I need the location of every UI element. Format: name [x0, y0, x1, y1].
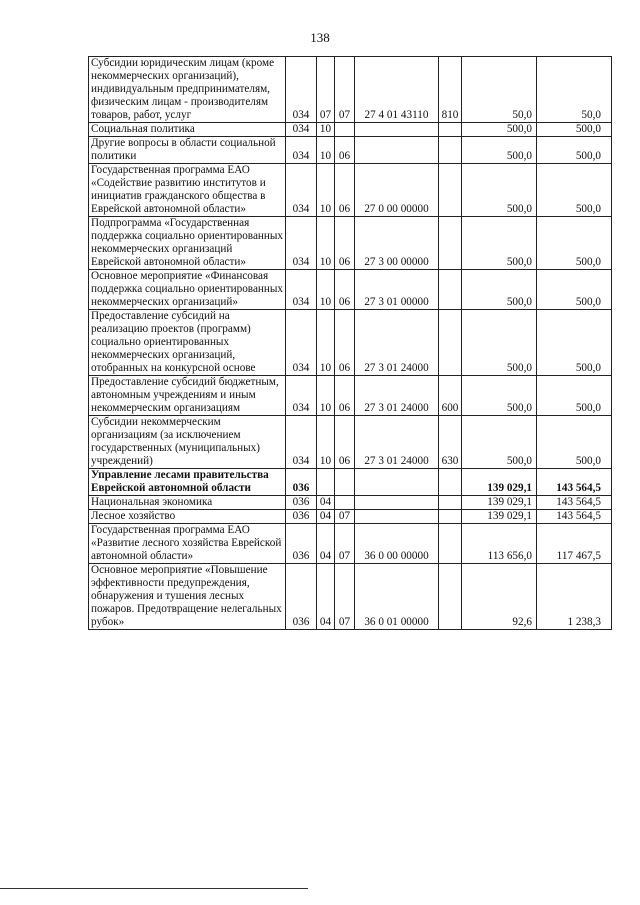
cell-section-code: 10	[317, 416, 335, 469]
cell-subsection-code: 06	[335, 310, 355, 376]
cell-section-code: 04	[317, 564, 335, 630]
cell-target-article: 27 3 01 00000	[355, 270, 439, 310]
cell-subsection-code: 06	[335, 270, 355, 310]
cell-name: Лесное хозяйство	[89, 510, 286, 524]
cell-amount-year-1: 92,6	[462, 564, 537, 630]
cell-amount-year-2: 143 564,5	[537, 496, 612, 510]
cell-name: Субсидии юридическим лицам (кроме некоммерческих организаций), индивидуальным предпринимателям, физическим лицам - производителям товаров, работ, услуг	[89, 57, 286, 123]
cell-section-code: 04	[317, 524, 335, 564]
cell-ministry-code: 036	[286, 524, 317, 564]
cell-amount-year-1: 500,0	[462, 310, 537, 376]
cell-amount-year-2: 143 564,5	[537, 510, 612, 524]
cell-amount-year-2: 500,0	[537, 376, 612, 416]
cell-expense-type	[439, 524, 462, 564]
cell-amount-year-2: 500,0	[537, 310, 612, 376]
cell-amount-year-2: 500,0	[537, 270, 612, 310]
cell-amount-year-1: 500,0	[462, 416, 537, 469]
cell-subsection-code: 07	[335, 524, 355, 564]
cell-name: Социальная политика	[89, 123, 286, 137]
cell-ministry-code: 034	[286, 164, 317, 217]
cell-ministry-code: 036	[286, 496, 317, 510]
cell-amount-year-2: 1 238,3	[537, 564, 612, 630]
cell-amount-year-1: 50,0	[462, 57, 537, 123]
table-row	[89, 496, 612, 510]
cell-section-code: 10	[317, 164, 335, 217]
cell-section-code: 04	[317, 496, 335, 510]
cell-section-code: 10	[317, 310, 335, 376]
table-row	[89, 164, 612, 217]
table-row	[89, 469, 612, 496]
cell-ministry-code: 034	[286, 217, 317, 270]
table-body	[89, 57, 612, 630]
cell-expense-type	[439, 270, 462, 310]
cell-subsection-code	[335, 469, 355, 496]
cell-amount-year-2: 500,0	[537, 137, 612, 164]
table-row	[89, 57, 612, 123]
cell-section-code: 04	[317, 510, 335, 524]
cell-expense-type	[439, 496, 462, 510]
cell-ministry-code: 034	[286, 376, 317, 416]
footnote-divider	[0, 888, 308, 889]
cell-ministry-code: 034	[286, 123, 317, 137]
cell-target-article: 27 3 00 00000	[355, 217, 439, 270]
cell-ministry-code: 036	[286, 510, 317, 524]
cell-section-code: 10	[317, 137, 335, 164]
cell-ministry-code: 034	[286, 137, 317, 164]
cell-name: Национальная экономика	[89, 496, 286, 510]
cell-subsection-code: 06	[335, 164, 355, 217]
cell-expense-type	[439, 564, 462, 630]
cell-name: Другие вопросы в области социальной политики	[89, 137, 286, 164]
table-row	[89, 270, 612, 310]
cell-expense-type	[439, 123, 462, 137]
cell-expense-type	[439, 469, 462, 496]
cell-amount-year-1: 500,0	[462, 376, 537, 416]
cell-subsection-code: 06	[335, 416, 355, 469]
cell-target-article: 27 3 01 24000	[355, 376, 439, 416]
cell-ministry-code: 036	[286, 564, 317, 630]
cell-expense-type: 810	[439, 57, 462, 123]
cell-subsection-code	[335, 123, 355, 137]
cell-target-article	[355, 137, 439, 164]
cell-amount-year-2: 117 467,5	[537, 524, 612, 564]
cell-expense-type	[439, 310, 462, 376]
cell-amount-year-1: 113 656,0	[462, 524, 537, 564]
cell-ministry-code: 036	[286, 469, 317, 496]
table-row	[89, 123, 612, 137]
cell-expense-type	[439, 164, 462, 217]
cell-amount-year-2: 143 564,5	[537, 469, 612, 496]
cell-target-article: 36 0 00 00000	[355, 524, 439, 564]
table-row	[89, 137, 612, 164]
cell-target-article	[355, 510, 439, 524]
table-row	[89, 376, 612, 416]
cell-subsection-code	[335, 496, 355, 510]
cell-expense-type: 600	[439, 376, 462, 416]
cell-target-article: 27 3 01 24000	[355, 416, 439, 469]
cell-subsection-code: 07	[335, 510, 355, 524]
cell-amount-year-1: 500,0	[462, 137, 537, 164]
cell-amount-year-1: 500,0	[462, 217, 537, 270]
cell-expense-type	[439, 510, 462, 524]
cell-subsection-code: 07	[335, 564, 355, 630]
table-row	[89, 217, 612, 270]
cell-amount-year-2: 500,0	[537, 217, 612, 270]
cell-name: Управление лесами правительства Еврейской автономной области	[89, 469, 286, 496]
cell-subsection-code: 06	[335, 217, 355, 270]
cell-amount-year-1: 500,0	[462, 270, 537, 310]
cell-target-article	[355, 469, 439, 496]
cell-amount-year-2: 500,0	[537, 123, 612, 137]
table-row	[89, 564, 612, 630]
cell-name: Предоставление субсидий на реализацию проектов (программ) социально ориентированных некоммерческих организаций, отобранных на конкурсной основе	[89, 310, 286, 376]
budget-table	[88, 56, 612, 630]
table-row	[89, 416, 612, 469]
cell-subsection-code: 06	[335, 376, 355, 416]
cell-section-code: 10	[317, 270, 335, 310]
cell-target-article: 27 3 01 24000	[355, 310, 439, 376]
cell-expense-type	[439, 137, 462, 164]
cell-section-code	[317, 469, 335, 496]
cell-target-article	[355, 496, 439, 510]
cell-amount-year-1: 139 029,1	[462, 496, 537, 510]
cell-target-article: 27 0 00 00000	[355, 164, 439, 217]
cell-ministry-code: 034	[286, 310, 317, 376]
cell-name: Субсидии некоммерческим организациям (за исключением государственных (муниципальных) учреждений)	[89, 416, 286, 469]
cell-amount-year-1: 500,0	[462, 164, 537, 217]
cell-ministry-code: 034	[286, 270, 317, 310]
cell-name: Государственная программа ЕАО «Развитие лесного хозяйства Еврейской автономной области»	[89, 524, 286, 564]
cell-name: Подпрограмма «Государственная поддержка социально ориентированных некоммерческих организаций Еврейской автономной области»	[89, 217, 286, 270]
page-number: 138	[310, 30, 330, 45]
cell-amount-year-2: 500,0	[537, 164, 612, 217]
cell-section-code: 07	[317, 57, 335, 123]
cell-subsection-code: 07	[335, 57, 355, 123]
cell-expense-type: 630	[439, 416, 462, 469]
cell-amount-year-1: 139 029,1	[462, 510, 537, 524]
cell-name: Основное мероприятие «Финансовая поддержка социально ориентированных некоммерческих организаций»	[89, 270, 286, 310]
cell-name: Предоставление субсидий бюджетным, автономным учреждениям и иным некоммерческим организациям	[89, 376, 286, 416]
cell-name: Основное мероприятие «Повышение эффективности предупреждения, обнаружения и тушения лесных пожаров. Предотвращение нелегальных рубок»	[89, 564, 286, 630]
cell-amount-year-2: 500,0	[537, 416, 612, 469]
table-row	[89, 510, 612, 524]
cell-expense-type	[439, 217, 462, 270]
cell-ministry-code: 034	[286, 416, 317, 469]
cell-section-code: 10	[317, 123, 335, 137]
table-row	[89, 524, 612, 564]
cell-name: Государственная программа ЕАО «Содействие развитию институтов и инициатив гражданского общества в Еврейской автономной области»	[89, 164, 286, 217]
cell-section-code: 10	[317, 376, 335, 416]
cell-subsection-code: 06	[335, 137, 355, 164]
cell-target-article: 36 0 01 00000	[355, 564, 439, 630]
cell-ministry-code: 034	[286, 57, 317, 123]
cell-section-code: 10	[317, 217, 335, 270]
cell-target-article	[355, 123, 439, 137]
cell-target-article: 27 4 01 43110	[355, 57, 439, 123]
cell-amount-year-1: 139 029,1	[462, 469, 537, 496]
cell-amount-year-2: 50,0	[537, 57, 612, 123]
table-row	[89, 310, 612, 376]
cell-amount-year-1: 500,0	[462, 123, 537, 137]
